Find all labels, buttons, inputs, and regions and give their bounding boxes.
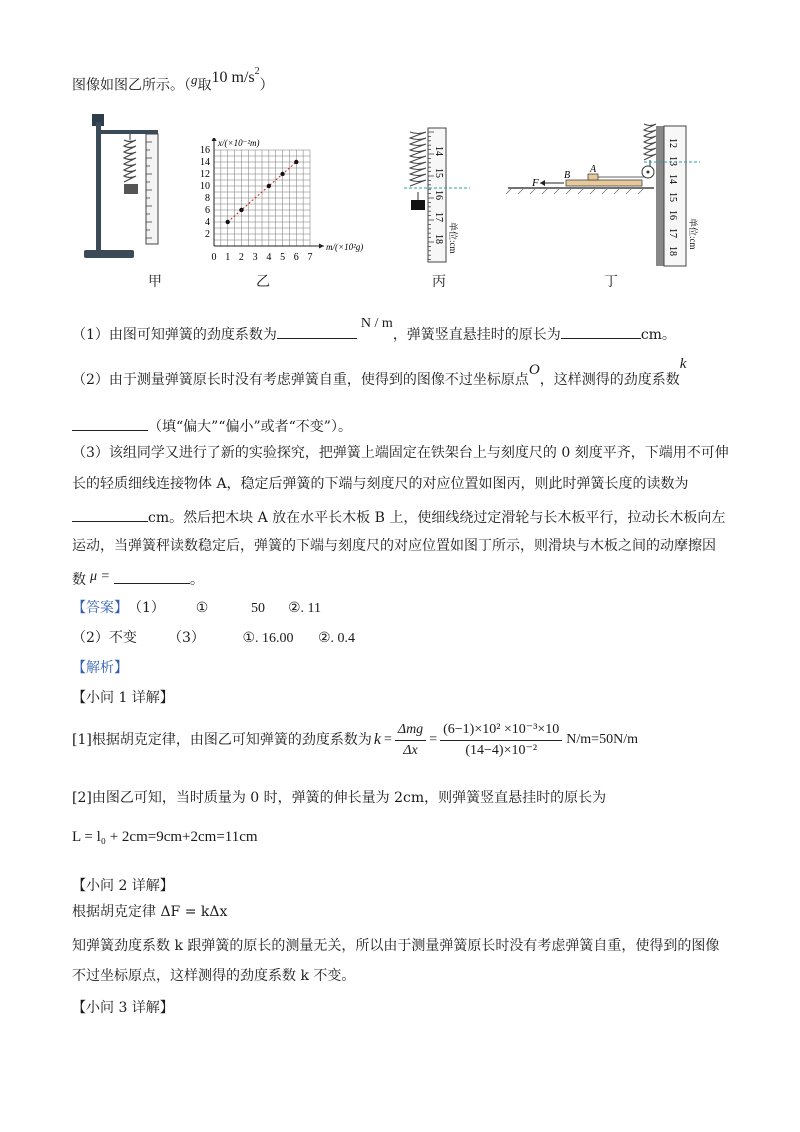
analysis-label: 【解析】 (72, 660, 128, 676)
q1-blank-k (277, 322, 357, 339)
bing-unit: 单位:cm (448, 222, 458, 254)
answer-1-marker: ① (195, 600, 209, 616)
q1-blank-length (561, 322, 641, 339)
bing-tick-17: 17 (433, 212, 444, 222)
ding-label-a: A (590, 164, 597, 175)
analysis-p1-k: k (373, 731, 381, 748)
analysis-p1-result: N/m=50N/m (566, 732, 638, 747)
intro-take: 取 (197, 77, 212, 94)
g-symbol: g (191, 71, 198, 87)
analysis-p1 (72, 718, 638, 762)
x-tick-label: 0 (211, 252, 217, 263)
data-point (294, 160, 298, 164)
question-1 (72, 316, 676, 346)
caption-jia: 甲 (148, 274, 162, 290)
q3-line2: 长的轻质细线连接物体 A，稳定后弹簧的下端与刻度尺的对应位置如图丙，则此时弹簧长度的读数为 (72, 476, 689, 492)
frac1-num: Δmg (395, 720, 426, 741)
x-tick-label: 2 (238, 252, 244, 263)
q2-text-a: （2）由于测量弹簧原长时没有考虑弹簧自重，使得到的图像不过坐标原点 (72, 372, 529, 388)
q3-blank-mu (114, 567, 190, 584)
q1-text-a: （1）由图可知弹簧的劲度系数为 (72, 327, 277, 343)
q3-blank-length (72, 505, 148, 522)
analysis-p1-eq2: = (429, 732, 438, 747)
y-tick-label: 2 (205, 229, 210, 240)
x-tick-label: 4 (266, 252, 272, 263)
x-tick-label: 5 (280, 252, 286, 263)
question-2-line2 (72, 414, 352, 437)
q3-mu: μ = (90, 569, 110, 584)
figure-yi-graph (192, 138, 382, 270)
q2-text-c: （填“偏大”“偏小”或者“不变”）。 (148, 419, 352, 435)
intro-line (72, 66, 274, 96)
q3-line3 (72, 505, 725, 528)
x-tick-label: 3 (252, 252, 258, 263)
x-tick-label: 7 (307, 252, 313, 263)
answer-1-num: （1） (128, 600, 165, 616)
y-axis-arrow (212, 138, 217, 141)
analysis-sub2: 【小问 2 详解】 (72, 878, 174, 894)
answer-label: 【答案】 (72, 600, 128, 616)
ding-tick-13: 13 (667, 156, 678, 166)
analysis-sub1: 【小问 1 详解】 (72, 690, 174, 706)
answer-1-value-2: ②. 11 (288, 601, 322, 616)
y-axis-label: x/(×10⁻²m) (218, 138, 260, 148)
x-axis-label: m/(×10²g) (326, 242, 364, 252)
q3-line1: （3）该组同学又进行了新的实验探究，把弹簧上端固定在铁架台上与刻度尺的 0 刻度平齐，下端用不可伸 (72, 445, 729, 461)
analysis-p1-text: [1]根据胡克定律，由图乙可知弹簧的劲度系数为 (72, 732, 372, 748)
y-tick-label: 12 (200, 169, 210, 180)
q1-text-c: cm。 (640, 327, 676, 343)
frac2-den: (14−4)×10⁻² (465, 742, 538, 758)
figure-ding (504, 122, 704, 268)
y-tick-label: 16 (200, 145, 210, 156)
analysis-p3: 根据胡克定律 ΔF = kΔx (72, 904, 228, 920)
bing-tick-14: 14 (433, 146, 444, 156)
q1-unit: N / m (360, 316, 393, 331)
caption-yi: 乙 (256, 274, 270, 290)
y-tick-label: 6 (205, 205, 210, 216)
analysis-p4: 知弹簧劲度系数 k 跟弹簧的原长的测量无关，所以由于测量弹簧原长时没有考虑弹簧自重，使得到的图像 (72, 938, 720, 954)
intro-close: ） (259, 77, 274, 94)
ding-tick-18: 18 (667, 246, 678, 256)
bing-tick-15: 15 (433, 168, 444, 178)
analysis-p1-eq1: = (383, 732, 392, 747)
answer-3-num: （3） (168, 630, 205, 646)
bing-tick-16: 16 (433, 190, 444, 200)
answer-row-1 (72, 598, 321, 619)
ding-tick-12: 12 (667, 138, 678, 148)
answer-1-value: 50 (251, 601, 265, 616)
q3-line4: 运动，当弹簧秤读数稳定后，弹簧的下端与刻度尺的对应位置如图丁所示，则滑块与木板之间的动摩擦因 (72, 538, 716, 554)
analysis-p5: 不过坐标原点，这样测得的劲度系数 k 不变。 (72, 968, 356, 984)
g-sup: 2 (254, 66, 260, 77)
y-tick-label: 8 (205, 193, 210, 204)
ding-tick-14: 14 (667, 174, 678, 184)
data-point (280, 172, 284, 176)
q3-line5 (72, 567, 204, 591)
q2-text-b: ，这样测得的劲度系数 (539, 372, 680, 388)
answer-2-text: （2）不变 (72, 630, 137, 646)
q1-text-b: ，弹簧竖直悬挂时的原长为 (392, 327, 561, 343)
q3-line3-text: cm。然后把木块 A 放在水平长木板 B 上，使细线绕过定滑轮与长木板平行，拉动长木板向左 (148, 510, 726, 526)
y-tick-label: 4 (205, 217, 210, 228)
x-tick-label: 1 (225, 252, 231, 263)
g-value: 10 m/s (211, 68, 255, 86)
analysis-p2: [2]由图乙可知，当时质量为 0 时，弹簧的伸长量为 2cm，则弹簧竖直悬挂时的原长为 (72, 790, 607, 806)
x-tick-label: 6 (293, 252, 299, 263)
ding-tick-15: 15 (667, 192, 678, 202)
answer-row-2 (72, 628, 355, 649)
ding-tick-17: 17 (667, 228, 678, 238)
q2-origin: O (528, 362, 540, 378)
figure-bing (400, 126, 480, 266)
q3-line5-a: 数 (72, 572, 86, 588)
answer-3-value-1: ①. 16.00 (242, 631, 294, 646)
analysis-p1-frac2 (440, 720, 562, 761)
frac1-den: Δx (403, 742, 418, 758)
caption-ding: 丁 (604, 274, 618, 290)
frac2-num: (6−1)×10² ×10⁻³×10 (440, 720, 562, 741)
q2-blank (72, 414, 148, 431)
data-point (267, 184, 271, 188)
ding-label-b: B (564, 170, 571, 181)
analysis-p1-frac1 (395, 720, 426, 761)
intro-text: 图像如图乙所示。（ (72, 77, 191, 94)
ding-tick-16: 16 (667, 210, 678, 220)
caption-bing: 丙 (432, 274, 446, 290)
data-point (239, 208, 243, 212)
q2-k: k (679, 356, 687, 372)
y-tick-label: 10 (200, 181, 210, 192)
y-tick-label: 14 (200, 157, 210, 168)
question-2 (72, 356, 687, 390)
data-point (226, 220, 230, 224)
bing-tick-18: 18 (433, 234, 444, 244)
answer-3-value-2: ②. 0.4 (318, 631, 356, 646)
ding-label-f: F (532, 177, 539, 189)
x-axis-arrow (319, 244, 324, 249)
analysis-sub3: 【小问 3 详解】 (72, 1000, 174, 1016)
analysis-p2-formula: L = l₀ + 2cm=9cm+2cm=11cm (72, 829, 258, 845)
figure-jia-stand (80, 112, 170, 270)
ding-unit: 单位:cm (688, 218, 698, 250)
q3-line5-b: 。 (189, 572, 204, 588)
